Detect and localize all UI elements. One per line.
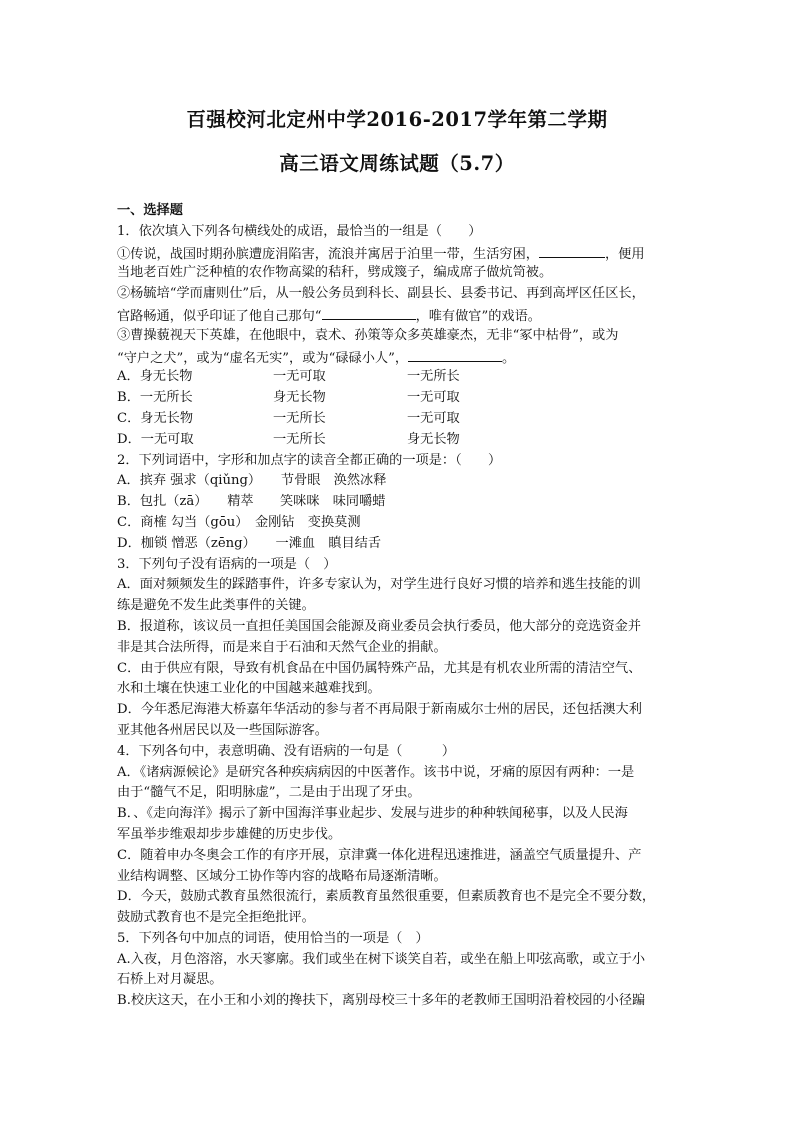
question-2-option-b: B．包扎（zā） 精萃 笑咪咪 味同嚼蜡 [117, 494, 386, 510]
question-2-stem: 2．下列词语中，字形和加点字的读音全都正确的一项是：（ ） [117, 452, 502, 468]
question-1-sentence-2-cont [117, 305, 677, 326]
question-5-line: B.校庆这天，在小王和小刘的搀扶下，离别母校三十多年的老教师王国明沿着校园的小径蹁 [117, 993, 646, 1009]
question-5-line: A.入夜，月色溶溶，水天寥廓。我们或坐在树下谈笑自若，或坐在船上叩弦高歌，或立于小 [117, 951, 646, 967]
question-3-line: 水和土壤在快速工业化的中国越来越难找到。 [117, 681, 381, 697]
sentence-text: ，唯有做官”的戏语。 [415, 308, 541, 324]
option-cell: 身无长物 [273, 390, 326, 406]
option-cell: 一无可取 [407, 390, 460, 406]
fill-blank [408, 347, 502, 362]
question-1-sentence-2: ②杨毓培“学而庸则仕”后，从一般公务员到科长、副县长、县委书记、再到高坪区任区长， [117, 286, 645, 302]
document-subtitle: 高三语文周练试题（5.7） [279, 152, 515, 175]
question-1-stem: 1．依次填入下列各句横线处的成语，最恰当的一组是（ ） [117, 223, 482, 239]
question-1-sentence-3: ③曹操藐视天下英雄，在他眼中，袁术、孙策等众多英雄豪杰，无非“冢中枯骨”，或为 [117, 327, 619, 343]
option-cell: 一无所长 [273, 410, 326, 426]
question-1-option-c [117, 409, 677, 430]
question-4-line: A．《诸病源候论》是研究各种疾病病因的中医著作。该书中说，牙痛的原因有两种：一是 [117, 764, 635, 780]
option-cell: 一无可取 [273, 369, 326, 385]
sentence-text: ，便用 [605, 246, 645, 262]
option-cell: C．身无长物 [117, 410, 194, 426]
question-3-line: A．面对频频发生的踩踏事件，许多专家认为，对学生进行良好习惯的培养和逃生技能的训 [117, 577, 641, 593]
option-cell: B．一无所长 [117, 390, 193, 406]
question-3-line: D．今年悉尼海港大桥嘉年华活动的参与者不再局限于新南威尔士州的居民，还包括澳大利 [117, 702, 642, 718]
question-3-line: 亚其他各州居民以及一些国际游客。 [117, 722, 328, 738]
question-4-line: 业结构调整、区域分工协作等内容的战略布局逐渐清晰。 [117, 868, 447, 884]
section-heading: 一、选择题 [117, 203, 183, 218]
sentence-text: 官路畅通，似乎印证了他自己那句“ [117, 308, 322, 324]
question-3-line: 练是避免不发生此类事件的关键。 [117, 598, 315, 614]
question-2-option-d: D．枷锁 憎恶（zēng） 一滩血 瞋目结舌 [117, 535, 382, 551]
question-1-sentence-3-cont [117, 347, 677, 368]
option-cell: 身无长物 [407, 431, 460, 447]
question-4-line: 军虽举步维艰却步步雄健的历史步伐。 [117, 826, 342, 842]
fill-blank [539, 243, 605, 258]
question-2-option-a: A．摈弃 强求（qiǔng） 节骨眼 涣然冰释 [117, 473, 387, 489]
question-4-stem: 4．下列各句中，表意明确、没有语病的一句是（ ） [117, 743, 456, 759]
option-cell: A．身无长物 [117, 369, 193, 385]
document-title: 百强校河北定州中学2016-2017学年第二学期 [186, 108, 608, 131]
question-1-sentence-1-cont: 当地老百姓广泛种植的农作物高粱的秸秆，劈成篾子，编成席子做炕笥被。 [117, 265, 553, 281]
question-3-line: 非是其合法所得，而是来自于石油和天然气企业的捐献。 [117, 639, 447, 655]
question-5-stem: 5．下列各句中加点的词语，使用恰当的一项是（ ） [117, 930, 429, 946]
option-cell: 一无所长 [407, 369, 460, 385]
question-4-line: D．今天，鼓励式教育虽然很流行，素质教育虽然很重要，但素质教育也不是完全不要分数， [117, 889, 656, 905]
question-4-line: B．、《走向海洋》揭示了新中国海洋事业起步、发展与进步的种种轶闻秘事，以及人民海 [117, 806, 628, 822]
option-cell: 一无可取 [407, 410, 460, 426]
question-3-stem: 3．下列句子没有语病的一项是（ ） [117, 556, 337, 572]
sentence-text: “守户之犬”，或为“虚名无实”，或为“碌碌小人”， [117, 350, 409, 366]
question-3-line: C．由于供应有限，导致有机食品在中国仍属特殊产品，尤其是有机农业所需的清洁空气、 [117, 660, 642, 676]
question-4-line: 由于“髓气不足，阳明脉虚”，二是由于出现了牙虫。 [117, 785, 421, 801]
option-cell: 一无所长 [273, 431, 326, 447]
option-cell: D．一无可取 [117, 431, 194, 447]
question-1-option-a [117, 367, 677, 388]
sentence-text: 。 [502, 350, 516, 366]
question-2-option-c: C．商榷 勾当（gōu） 金刚钻 变换莫测 [117, 514, 361, 530]
question-1-option-b [117, 388, 677, 409]
question-5-line: 石桥上对月凝思。 [117, 972, 223, 988]
sentence-text: ①传说，战国时期孙膑遭庞涓陷害，流浪并寓居于泊里一带，生活穷困， [117, 246, 539, 262]
fill-blank [322, 305, 416, 320]
question-3-line: B．报道称，该议员一直担任美国国会能源及商业委员会执行委员，他大部分的竞选资金并 [117, 618, 641, 634]
question-1-sentence-1 [117, 243, 677, 264]
question-4-line: 鼓励式教育也不是完全拒绝批评。 [117, 910, 315, 926]
question-4-line: C．随着申办冬奥会工作的有序开展，京津冀一体化进程迅速推进，涵盖空气质量提升、产 [117, 847, 642, 863]
document-body [117, 201, 677, 1012]
question-1-option-d [117, 430, 677, 451]
